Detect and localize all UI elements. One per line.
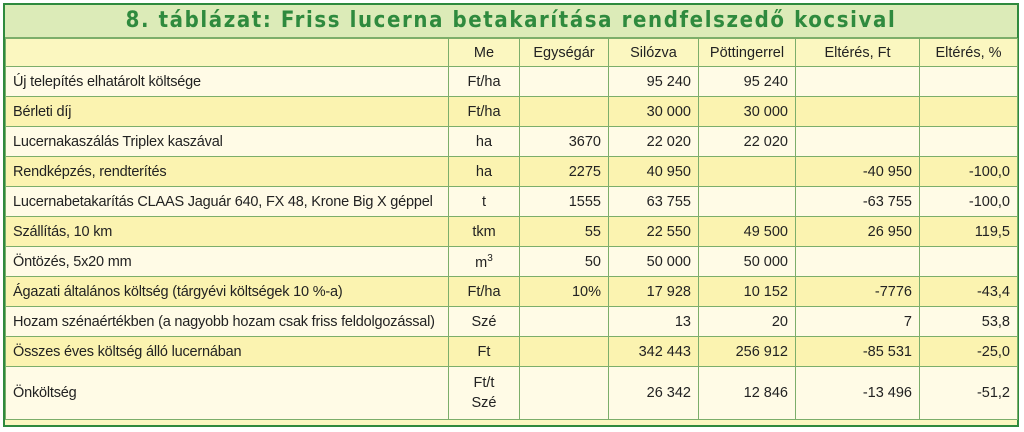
table-row [6,97,1018,127]
unit-text-secondary: Szé [471,395,497,411]
row-label: Szállítás, 10 km [6,217,449,247]
diff-pct-cell: 119,5 [920,217,1018,247]
diff-pct-cell: -100,0 [920,187,1018,217]
silo-cell: 40 950 [609,157,699,187]
unit-text: Ft/t [473,375,495,391]
price-cell [520,67,609,97]
price-cell: 2275 [520,157,609,187]
unit-text: m [475,254,488,271]
silo-cell: 13 [609,307,699,337]
price-cell: 10% [520,277,609,307]
table-frame [3,3,1019,427]
diff-ft-cell: 7 [796,307,920,337]
price-cell [520,307,609,337]
diff-ft-cell [796,67,920,97]
row-label: Öntözés, 5x20 mm [6,247,449,277]
header-cell: Me [449,39,520,67]
cost-table [5,38,1018,420]
pott-cell: 49 500 [699,217,796,247]
diff-pct-cell [920,247,1018,277]
row-label: Ágazati általános költség (tárgyévi költségek 10 %-a) [6,277,449,307]
table-title: 8. táblázat: Friss lucerna betakarítása rendfelszedő kocsival [5,5,1017,38]
row-label: Lucernabetakarítás CLAAS Jaguár 640, FX 48, Krone Big X géppel [6,187,449,217]
diff-ft-cell: -40 950 [796,157,920,187]
header-cell: Egységár [520,39,609,67]
silo-cell: 50 000 [609,247,699,277]
row-label: Összes éves költség álló lucernában [6,337,449,367]
unit-superscript: 3 [487,252,493,264]
table-row [6,67,1018,97]
price-cell: 50 [520,247,609,277]
diff-ft-cell [796,97,920,127]
pott-cell: 12 846 [699,367,796,420]
table-row [6,217,1018,247]
unit-cell: Szé [449,307,520,337]
table-row [6,157,1018,187]
diff-pct-cell [920,127,1018,157]
unit-cell: tkm [449,217,520,247]
table-row [6,337,1018,367]
header-cell: Eltérés, % [920,39,1018,67]
table-row [6,367,1018,420]
header-row [6,39,1018,67]
table-row [6,187,1018,217]
unit-cell: t [449,187,520,217]
silo-cell: 22 550 [609,217,699,247]
silo-cell: 26 342 [609,367,699,420]
price-cell [520,337,609,367]
pott-cell: 22 020 [699,127,796,157]
row-label: Rendképzés, rendterítés [6,157,449,187]
pott-cell: 10 152 [699,277,796,307]
diff-ft-cell: -85 531 [796,337,920,367]
pott-cell [699,157,796,187]
header-cell: Eltérés, Ft [796,39,920,67]
header-cell: Pöttingerrel [699,39,796,67]
row-label: Bérleti díj [6,97,449,127]
silo-cell: 17 928 [609,277,699,307]
header-cell: Silózva [609,39,699,67]
silo-cell: 63 755 [609,187,699,217]
price-cell [520,367,609,420]
price-cell: 3670 [520,127,609,157]
unit-cell: Ft/ha [449,277,520,307]
table-row [6,307,1018,337]
silo-cell: 342 443 [609,337,699,367]
silo-cell: 30 000 [609,97,699,127]
row-label: Új telepítés elhatárolt költsége [6,67,449,97]
diff-ft-cell: 26 950 [796,217,920,247]
diff-ft-cell [796,247,920,277]
pott-cell [699,187,796,217]
row-label: Lucernakaszálás Triplex kaszával [6,127,449,157]
pott-cell: 50 000 [699,247,796,277]
header-cell [6,39,449,67]
unit-cell: ha [449,157,520,187]
row-label: Önköltség [6,367,449,420]
diff-ft-cell [796,127,920,157]
diff-pct-cell: -43,4 [920,277,1018,307]
table-row [6,127,1018,157]
unit-cell [449,367,520,420]
price-cell: 1555 [520,187,609,217]
unit-cell: Ft/ha [449,67,520,97]
diff-pct-cell: -51,2 [920,367,1018,420]
table-row [6,247,1018,277]
price-cell [520,97,609,127]
row-label: Hozam szénaértékben (a nagyobb hozam csak friss feldolgozással) [6,307,449,337]
diff-ft-cell: -13 496 [796,367,920,420]
pott-cell: 95 240 [699,67,796,97]
price-cell: 55 [520,217,609,247]
diff-pct-cell: -25,0 [920,337,1018,367]
unit-cell: Ft/ha [449,97,520,127]
diff-pct-cell [920,97,1018,127]
pott-cell: 20 [699,307,796,337]
pott-cell: 30 000 [699,97,796,127]
pott-cell: 256 912 [699,337,796,367]
silo-cell: 22 020 [609,127,699,157]
diff-pct-cell [920,67,1018,97]
unit-cell [449,247,520,277]
diff-ft-cell: -63 755 [796,187,920,217]
diff-pct-cell: -100,0 [920,157,1018,187]
diff-ft-cell: -7776 [796,277,920,307]
silo-cell: 95 240 [609,67,699,97]
table-row [6,277,1018,307]
unit-cell: ha [449,127,520,157]
diff-pct-cell: 53,8 [920,307,1018,337]
unit-cell: Ft [449,337,520,367]
